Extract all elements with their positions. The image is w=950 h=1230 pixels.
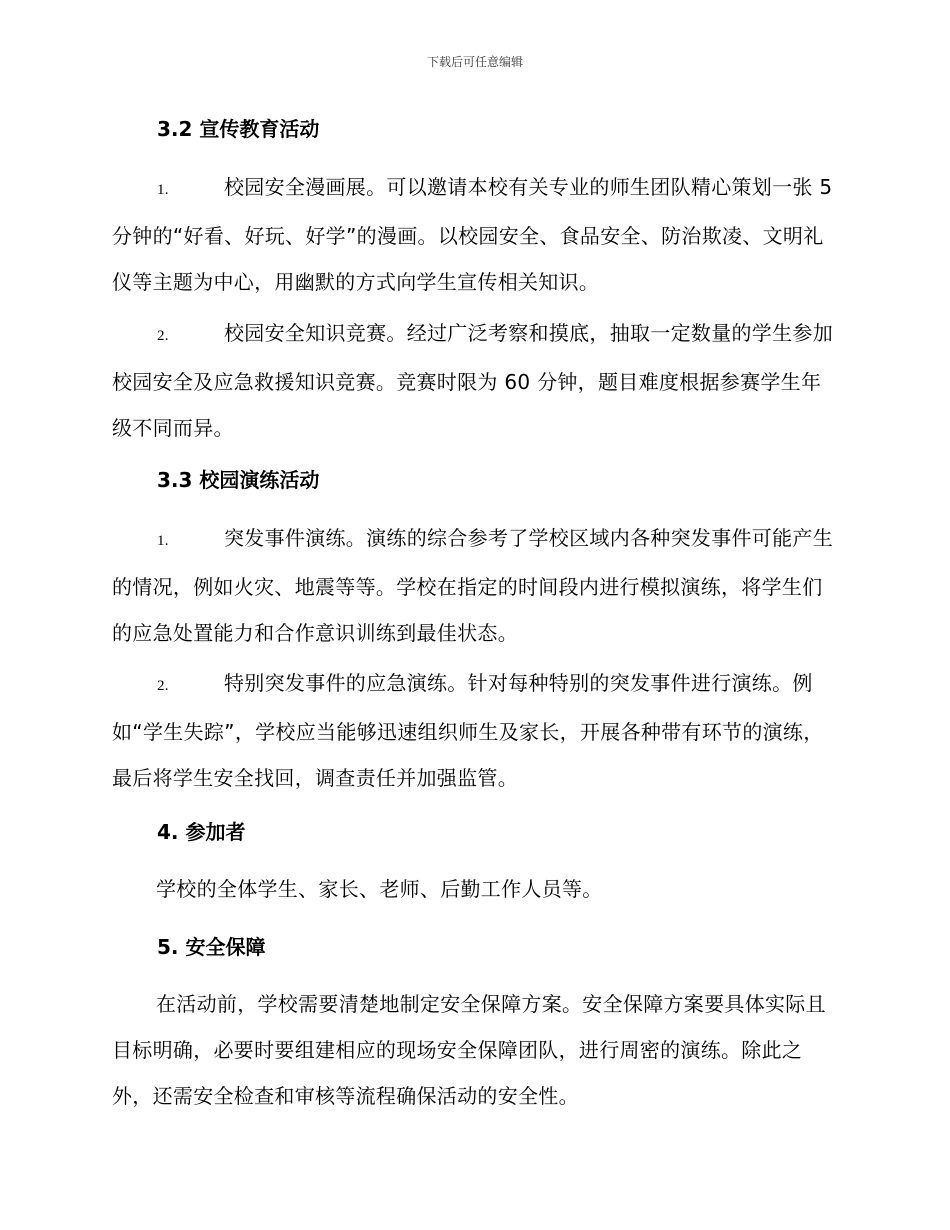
list-item-text: 校园安全漫画展。可以邀请本校有关专业的师生团队精心策划一张 5 分钟的“好看、好玩、好学”的漫画。以校园安全、食品安全、防治欺凌、文明礼仪等主题为中心，用幽默的方式向学生宣传相关知识。 xyxy=(112,175,833,294)
list-item-text: 校园安全知识竞赛。经过广泛考察和摸底，抽取一定数量的学生参加校园安全及应急救援知识竞赛。竞赛时限为 60 分钟，题目难度根据参赛学生年级不同而异。 xyxy=(112,321,833,440)
list-item xyxy=(112,164,834,305)
list-number: 2. xyxy=(157,328,169,344)
section-heading-4: 4. 参加者 xyxy=(157,820,246,844)
page-header: 下载后可任意编辑 xyxy=(426,55,523,69)
list-number: 2. xyxy=(157,678,169,694)
list-item xyxy=(112,310,834,451)
section-heading-3-3: 3.3 校园演练活动 xyxy=(157,468,320,492)
paragraph: 在活动前，学校需要清楚地制定安全保障方案。安全保障方案要具体实际且目标明确，必要时要组建相应的现场安全保障团队，进行周密的演练。除此之外，还需安全检查和审核等流程确保活动的安全性。 xyxy=(112,992,826,1108)
list-number: 1. xyxy=(157,182,169,198)
list-item-text: 突发事件演练。演练的综合参考了学校区域内各种突发事件可能产生的情况，例如火灾、地震等等。学校在指定的时间段内进行模拟演练，将学生们的应急处置能力和合作意识训练到最佳状态。 xyxy=(112,526,833,645)
paragraph: 学校的全体学生、家长、老师、后勤工作人员等。 xyxy=(156,877,603,901)
section-heading-3-2: 3.2 宣传教育活动 xyxy=(157,117,320,141)
list-number: 1. xyxy=(157,533,169,549)
list-item-text: 特别突发事件的应急演练。针对每种特别的突发事件进行演练。例如“学生失踪”，学校应当能够迅速组织师生及家长，开展各种带有环节的演练，最后将学生安全找回，调查责任并加强监管。 xyxy=(112,671,824,790)
list-item xyxy=(112,660,834,801)
section-heading-5: 5. 安全保障 xyxy=(157,935,266,959)
list-item xyxy=(112,515,834,656)
